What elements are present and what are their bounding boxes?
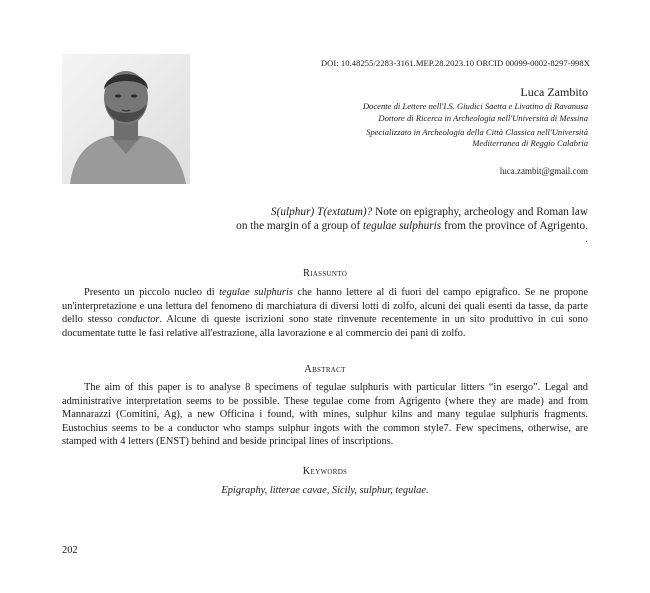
title-siglum: S(ulphur) T(extatum)? [270, 206, 373, 218]
author-name: Luca Zambito [520, 85, 588, 99]
title-italic-term: tegulae sulphuris [363, 219, 442, 232]
keywords-list: Epigraphy, litterae cavae, Sicily, sulphur, tegulae. [221, 485, 429, 496]
title-trailing-dot: . [585, 233, 588, 245]
title-text-b: on the margin of a group of [236, 219, 364, 232]
doi-orcid-line: DOI: 10.48255/2283-3161.MEP.28.2023.10 ORCID 00099-0002-8297-998X [320, 58, 590, 68]
keywords-heading: Keywords [302, 466, 348, 477]
paper-title [168, 206, 588, 247]
affiliation-3-line-1: Specializzato in Archeologia della Città Classica nell'Università [366, 127, 588, 137]
author-email: luca.zambit@gmail.com [499, 166, 588, 176]
riassunto-text-2: che hanno lettere al di fuori del campo epigrafico. Se ne propone un'interpretazione e una lettura del fenomeno di marchiatura di diversi lotti di zolfo, alcuni dei quali esenti da tasse, da parte dello stesso [62, 287, 589, 326]
affiliation-1: Docente di Lettere nell'I.S. Giudici Saetta e Livatino di Ravanusa [362, 101, 588, 111]
title-text-a: Note on epigraphy, archeology and Roman law [372, 206, 588, 218]
title-line-1 [168, 206, 588, 220]
riassunto-text-1: Presento un piccolo nucleo di [84, 287, 220, 298]
riassunto-italic-2: conductor [117, 314, 160, 326]
abstract-heading: Abstract [304, 364, 346, 375]
page-number: 202 [62, 545, 78, 556]
title-line-2 [168, 220, 588, 234]
title-text-c: from the province of Agrigento. [441, 219, 588, 232]
author-portrait-photo [62, 54, 190, 184]
riassunto-italic-1: tegulae sulphuris [219, 287, 293, 298]
riassunto-heading: Riassunto [302, 268, 348, 279]
author-photo [62, 54, 190, 184]
affiliation-3-line-2: Mediterranea di Reggio Calabria [472, 138, 588, 148]
riassunto-paragraph [62, 286, 588, 340]
abstract-paragraph: The aim of this paper is to analyse 8 specimens of tegulae sulphuris with particular litters “in esergo”. Legal and administrative interpretation seems to be possible. These tegulae come from Agrigento (where they are made) and from Mannarazzi (Comitini, Ag), a new Officina i found, with mines, sulphur kilns and many tegulae sulphuris fragments. Eustochius seems to be a conductor who stamps sulphur ingots with the common style7. Few specimens, otherwise, are stamped with 4 letters (ENST) behind and beside principal lines of inscriptions. [62, 382, 588, 448]
affiliation-2: Dottore di Ricerca in Archeologia nell'Università di Messina [378, 113, 588, 123]
riassunto-text-3: . Alcune di queste iscrizioni sono state rinvenute recentemente in un sito produttivo in cui sono documentate tutte le fasi relative all'estrazione, alla lavorazione e al commercio dei pani di zolfo. [62, 314, 589, 339]
